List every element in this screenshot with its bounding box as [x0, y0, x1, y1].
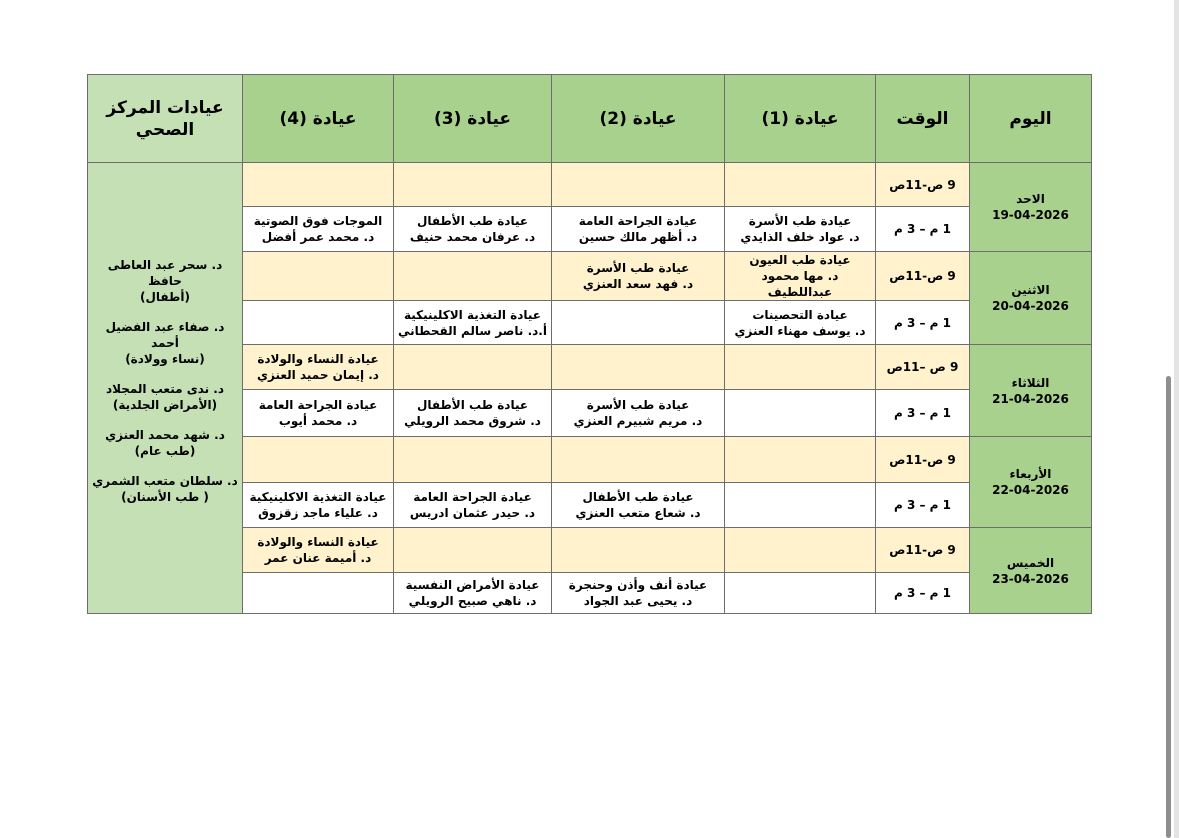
schedule-row: [88, 163, 1092, 207]
center-specialty: (أطفال): [140, 290, 190, 304]
clinic-slot-3: [394, 573, 552, 614]
doctor-name: د. شعاع متعب العنزي: [575, 506, 701, 520]
doctor-name: د. محمد أيوب: [278, 414, 358, 428]
header-row: [88, 75, 1092, 163]
clinic-slot-3: [394, 301, 552, 345]
clinic-name: الموجات فوق الصوتية: [253, 214, 383, 228]
day-name: الخميس: [1006, 555, 1055, 570]
doctor-name: د. علياء ماجد زقزوق: [258, 506, 378, 520]
scrollbar-thumb[interactable]: [1166, 376, 1171, 838]
time-slot: 1 م – 3 م: [876, 483, 970, 528]
clinic-slot-3: [394, 345, 552, 390]
day-name: الاحد: [1016, 192, 1045, 206]
clinic-name: عيادة طب الأسرة: [586, 261, 690, 275]
clinic-slot-4: [243, 345, 394, 390]
time-slot: 1 م – 3 م: [876, 573, 970, 614]
day-cell: [970, 252, 1092, 345]
clinic-name: عيادة طب الأطفال: [582, 490, 694, 504]
clinic-slot-4: [243, 252, 394, 301]
clinic-name: عيادة التحصينات: [752, 307, 848, 322]
clinic-slot-4: [243, 301, 394, 345]
doctor-name: د. مها محمود عبداللطيف: [761, 269, 839, 299]
clinic-slot-1: [725, 163, 876, 207]
time-slot: 9 ص –11ص: [876, 345, 970, 390]
clinic-name: عيادة الجراحة العامة: [258, 398, 378, 412]
day-name: الثلاثاء: [1011, 375, 1050, 390]
center-specialty: (طب عام): [134, 444, 196, 458]
doctor-name: د. محمد عمر أفضل: [261, 230, 375, 244]
clinic-slot-1: [725, 390, 876, 437]
clinic-slot-3: [394, 207, 552, 252]
center-specialty: (نساء وولادة): [125, 352, 205, 366]
center-clinic-entry: [92, 381, 238, 413]
schedule-body: [88, 75, 1092, 614]
time-slot: 9 ص-11ص: [876, 437, 970, 483]
day-cell: [970, 345, 1092, 437]
day-cell: [970, 528, 1092, 614]
time-slot: 9 ص-11ص: [876, 163, 970, 207]
schedule-table: [87, 74, 1092, 614]
doctor-name: د. عواد خلف الذايدي: [740, 230, 860, 244]
center-clinic-entry: [92, 319, 238, 367]
center-doctor-name: د. سلطان متعب الشمري: [92, 474, 238, 488]
doctor-name: د. عرفان محمد حنيف: [409, 230, 536, 244]
day-date: 22-04-2026: [992, 483, 1069, 497]
time-slot: 1 م – 3 م: [876, 207, 970, 252]
day-cell: [970, 163, 1092, 252]
clinic-slot-4: [243, 207, 394, 252]
clinic-slot-1: [725, 252, 876, 301]
clinic-slot-3: [394, 483, 552, 528]
doctor-name: د. مريم شبيرم العنزي: [573, 414, 703, 428]
clinic-name: عيادة طب الأسرة: [586, 398, 690, 412]
day-date: 19-04-2026: [992, 208, 1069, 222]
clinic-slot-1: [725, 483, 876, 528]
clinic-slot-2: [552, 345, 725, 390]
clinic-slot-4: [243, 573, 394, 614]
time-slot: 1 م – 3 م: [876, 301, 970, 345]
center-specialty: (الأمراض الجلدية): [112, 398, 218, 412]
doctor-name: د. أميمة عنان عمر: [264, 551, 372, 565]
header-center-clinics: عيادات المركز الصحي: [88, 75, 243, 163]
time-slot: 9 ص-11ص: [876, 252, 970, 301]
clinic-slot-2: [552, 207, 725, 252]
clinic-name: عيادة النساء والولادة: [257, 352, 379, 366]
clinic-name: عيادة طب الأطفال: [416, 214, 529, 228]
clinic-slot-2: [552, 528, 725, 573]
header-clinic-4: عيادة (4): [243, 75, 394, 163]
day-cell: [970, 437, 1092, 528]
doctor-name: أ.د. ناصر سالم القحطاني: [398, 323, 547, 338]
doctor-name: د. إيمان حميد العنزي: [257, 368, 379, 382]
doctor-name: د. ناهي صبيح الرويلي: [408, 594, 537, 608]
doctor-name: د. حيدر عثمان ادريس: [409, 506, 536, 520]
clinic-slot-1: [725, 437, 876, 483]
clinic-name: عيادة أنف وأذن وحنجرة: [568, 578, 708, 592]
center-clinic-entry: [92, 257, 238, 305]
day-date: 20-04-2026: [992, 299, 1069, 313]
time-slot: 9 ص-11ص: [876, 528, 970, 573]
header-day: اليوم: [970, 75, 1092, 163]
center-doctor-name: د. سحر عبد العاطى حافظ: [107, 258, 223, 288]
doctor-name: د. أظهر مالك حسين: [578, 230, 698, 244]
day-date: 21-04-2026: [992, 391, 1069, 406]
clinic-slot-1: [725, 573, 876, 614]
center-specialty: ( طب الأسنان): [121, 490, 209, 504]
header-clinic-2: عيادة (2): [552, 75, 725, 163]
center-doctor-name: د. شهد محمد العنزي: [105, 428, 225, 442]
clinic-name: عيادة طب الأسرة: [748, 214, 852, 228]
clinic-slot-3: [394, 163, 552, 207]
clinic-name: عيادة الأمراض النفسية: [405, 578, 540, 592]
clinic-name: عيادة الجراحة العامة: [413, 490, 532, 504]
clinic-slot-1: [725, 207, 876, 252]
clinic-name: عيادة طب الأطفال: [416, 398, 529, 412]
clinic-slot-1: [725, 301, 876, 345]
clinic-slot-1: [725, 345, 876, 390]
page-edge: [1174, 0, 1179, 838]
clinic-slot-2: [552, 437, 725, 483]
header-clinic-1: عيادة (1): [725, 75, 876, 163]
header-time: الوقت: [876, 75, 970, 163]
day-name: الأربعاء: [1009, 467, 1052, 481]
center-clinic-entry: [92, 473, 238, 505]
clinic-slot-3: [394, 252, 552, 301]
clinic-slot-4: [243, 390, 394, 437]
clinic-slot-3: [394, 528, 552, 573]
clinic-slot-1: [725, 528, 876, 573]
day-name: الاثنين: [1011, 283, 1050, 297]
center-doctor-name: د. ندى متعب المجلاد: [105, 382, 225, 396]
doctor-name: د. شروق محمد الرويلي: [404, 414, 541, 428]
clinic-slot-4: [243, 483, 394, 528]
clinic-slot-3: [394, 437, 552, 483]
doctor-name: د. يحيى عبد الجواد: [583, 594, 693, 608]
clinic-slot-2: [552, 573, 725, 614]
clinic-slot-4: [243, 528, 394, 573]
clinic-slot-2: [552, 163, 725, 207]
clinic-slot-3: [394, 390, 552, 437]
time-slot: 1 م – 3 م: [876, 390, 970, 437]
clinic-slot-4: [243, 437, 394, 483]
clinic-name: عيادة الجراحة العامة: [578, 214, 698, 228]
clinic-slot-2: [552, 252, 725, 301]
clinic-slot-4: [243, 163, 394, 207]
doctor-name: د. فهد سعد العنزي: [582, 277, 694, 291]
clinic-slot-2: [552, 390, 725, 437]
clinic-name: عيادة التغذية الاكلينيكية: [404, 307, 541, 322]
clinic-slot-2: [552, 301, 725, 345]
clinic-slot-2: [552, 483, 725, 528]
center-doctor-name: د. صفاء عبد الفضيل أحمد: [105, 320, 225, 350]
clinic-name: عيادة طب العيون: [749, 253, 851, 267]
center-clinics-column: [88, 163, 243, 614]
center-clinic-entry: [92, 427, 238, 459]
header-clinic-3: عيادة (3): [394, 75, 552, 163]
day-date: 23-04-2026: [992, 571, 1069, 586]
clinic-name: عيادة التغذية الاكلينيكية: [249, 490, 387, 504]
clinic-name: عيادة النساء والولادة: [257, 535, 379, 549]
doctor-name: د. يوسف مهناء العنزي: [734, 323, 866, 338]
